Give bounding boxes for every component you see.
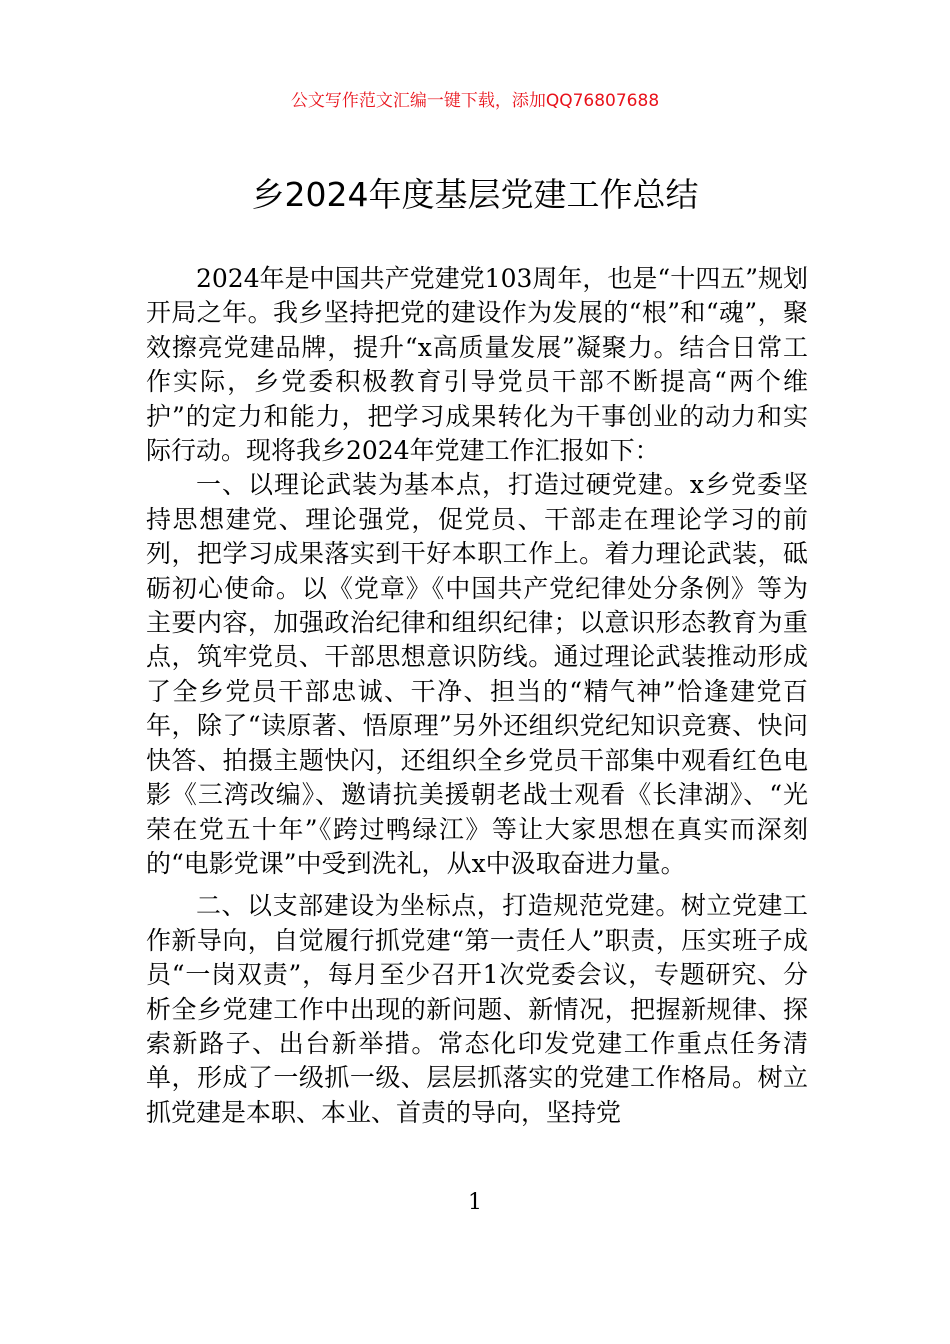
watermark-banner: 公文写作范文汇编一键下载，添加QQ76807688 (290, 91, 660, 111)
page-number: 1 (468, 1190, 482, 1215)
document-body (146, 262, 808, 1130)
paragraph-intro: 2024年是中国共产党建党103周年，也是“十四五”规划开局之年。我乡坚持把党的建设作为发展的“根”和“魂”，聚效擦亮党建品牌，提升“x高质量发展”凝聚力。结合日常工作实际，乡党委积极教育引导党员干部不断提高“两个维护”的定力和能力，把学习成果转化为干事创业的动力和实际行动。现将我乡2024年党建工作汇报如下： (146, 264, 808, 466)
document-title: 乡2024年度基层党建工作总结 (251, 175, 699, 214)
paragraph-section-two: 二、以支部建设为坐标点，打造规范党建。树立党建工作新导向，自觉履行抓党建“第一责任人”职责，压实班子成员“一岗双责”，每月至少召开1次党委会议，专题研究、分析全乡党建工作中出现的新问题、新情况，把握新规律、探索新路子、出台新举措。常态化印发党建工作重点任务清单，形成了一级抓一级、层层抓落实的党建工作格局。树立抓党建是本职、本业、首责的导向，坚持党 (146, 891, 808, 1127)
paragraph-section-one: 一、以理论武装为基本点，打造过硬党建。x乡党委坚持思想建党、理论强党，促党员、干部走在理论学习的前列，把学习成果落实到干好本职工作上。着力理论武装，砥砺初心使命。以《党章》《中国共产党纪律处分条例》等为主要内容，加强政治纪律和组织纪律；以意识形态教育为重点，筑牢党员、干部思想意识防线。通过理论武装推动形成了全乡党员干部忠诚、干净、担当的“精气神”恰逢建党百年，除了“读原著、悟原理”另外还组织党纪知识竞赛、快问快答、拍摄主题快闪，还组织全乡党员干部集中观看红色电影《三湾改编》、邀请抗美援朝老战士观看《长津湖》、“光荣在党五十年”《跨过鸭绿江》等让大家思想在真实而深刻的“电影党课”中受到洗礼，从x中汲取奋进力量。 (146, 470, 808, 878)
